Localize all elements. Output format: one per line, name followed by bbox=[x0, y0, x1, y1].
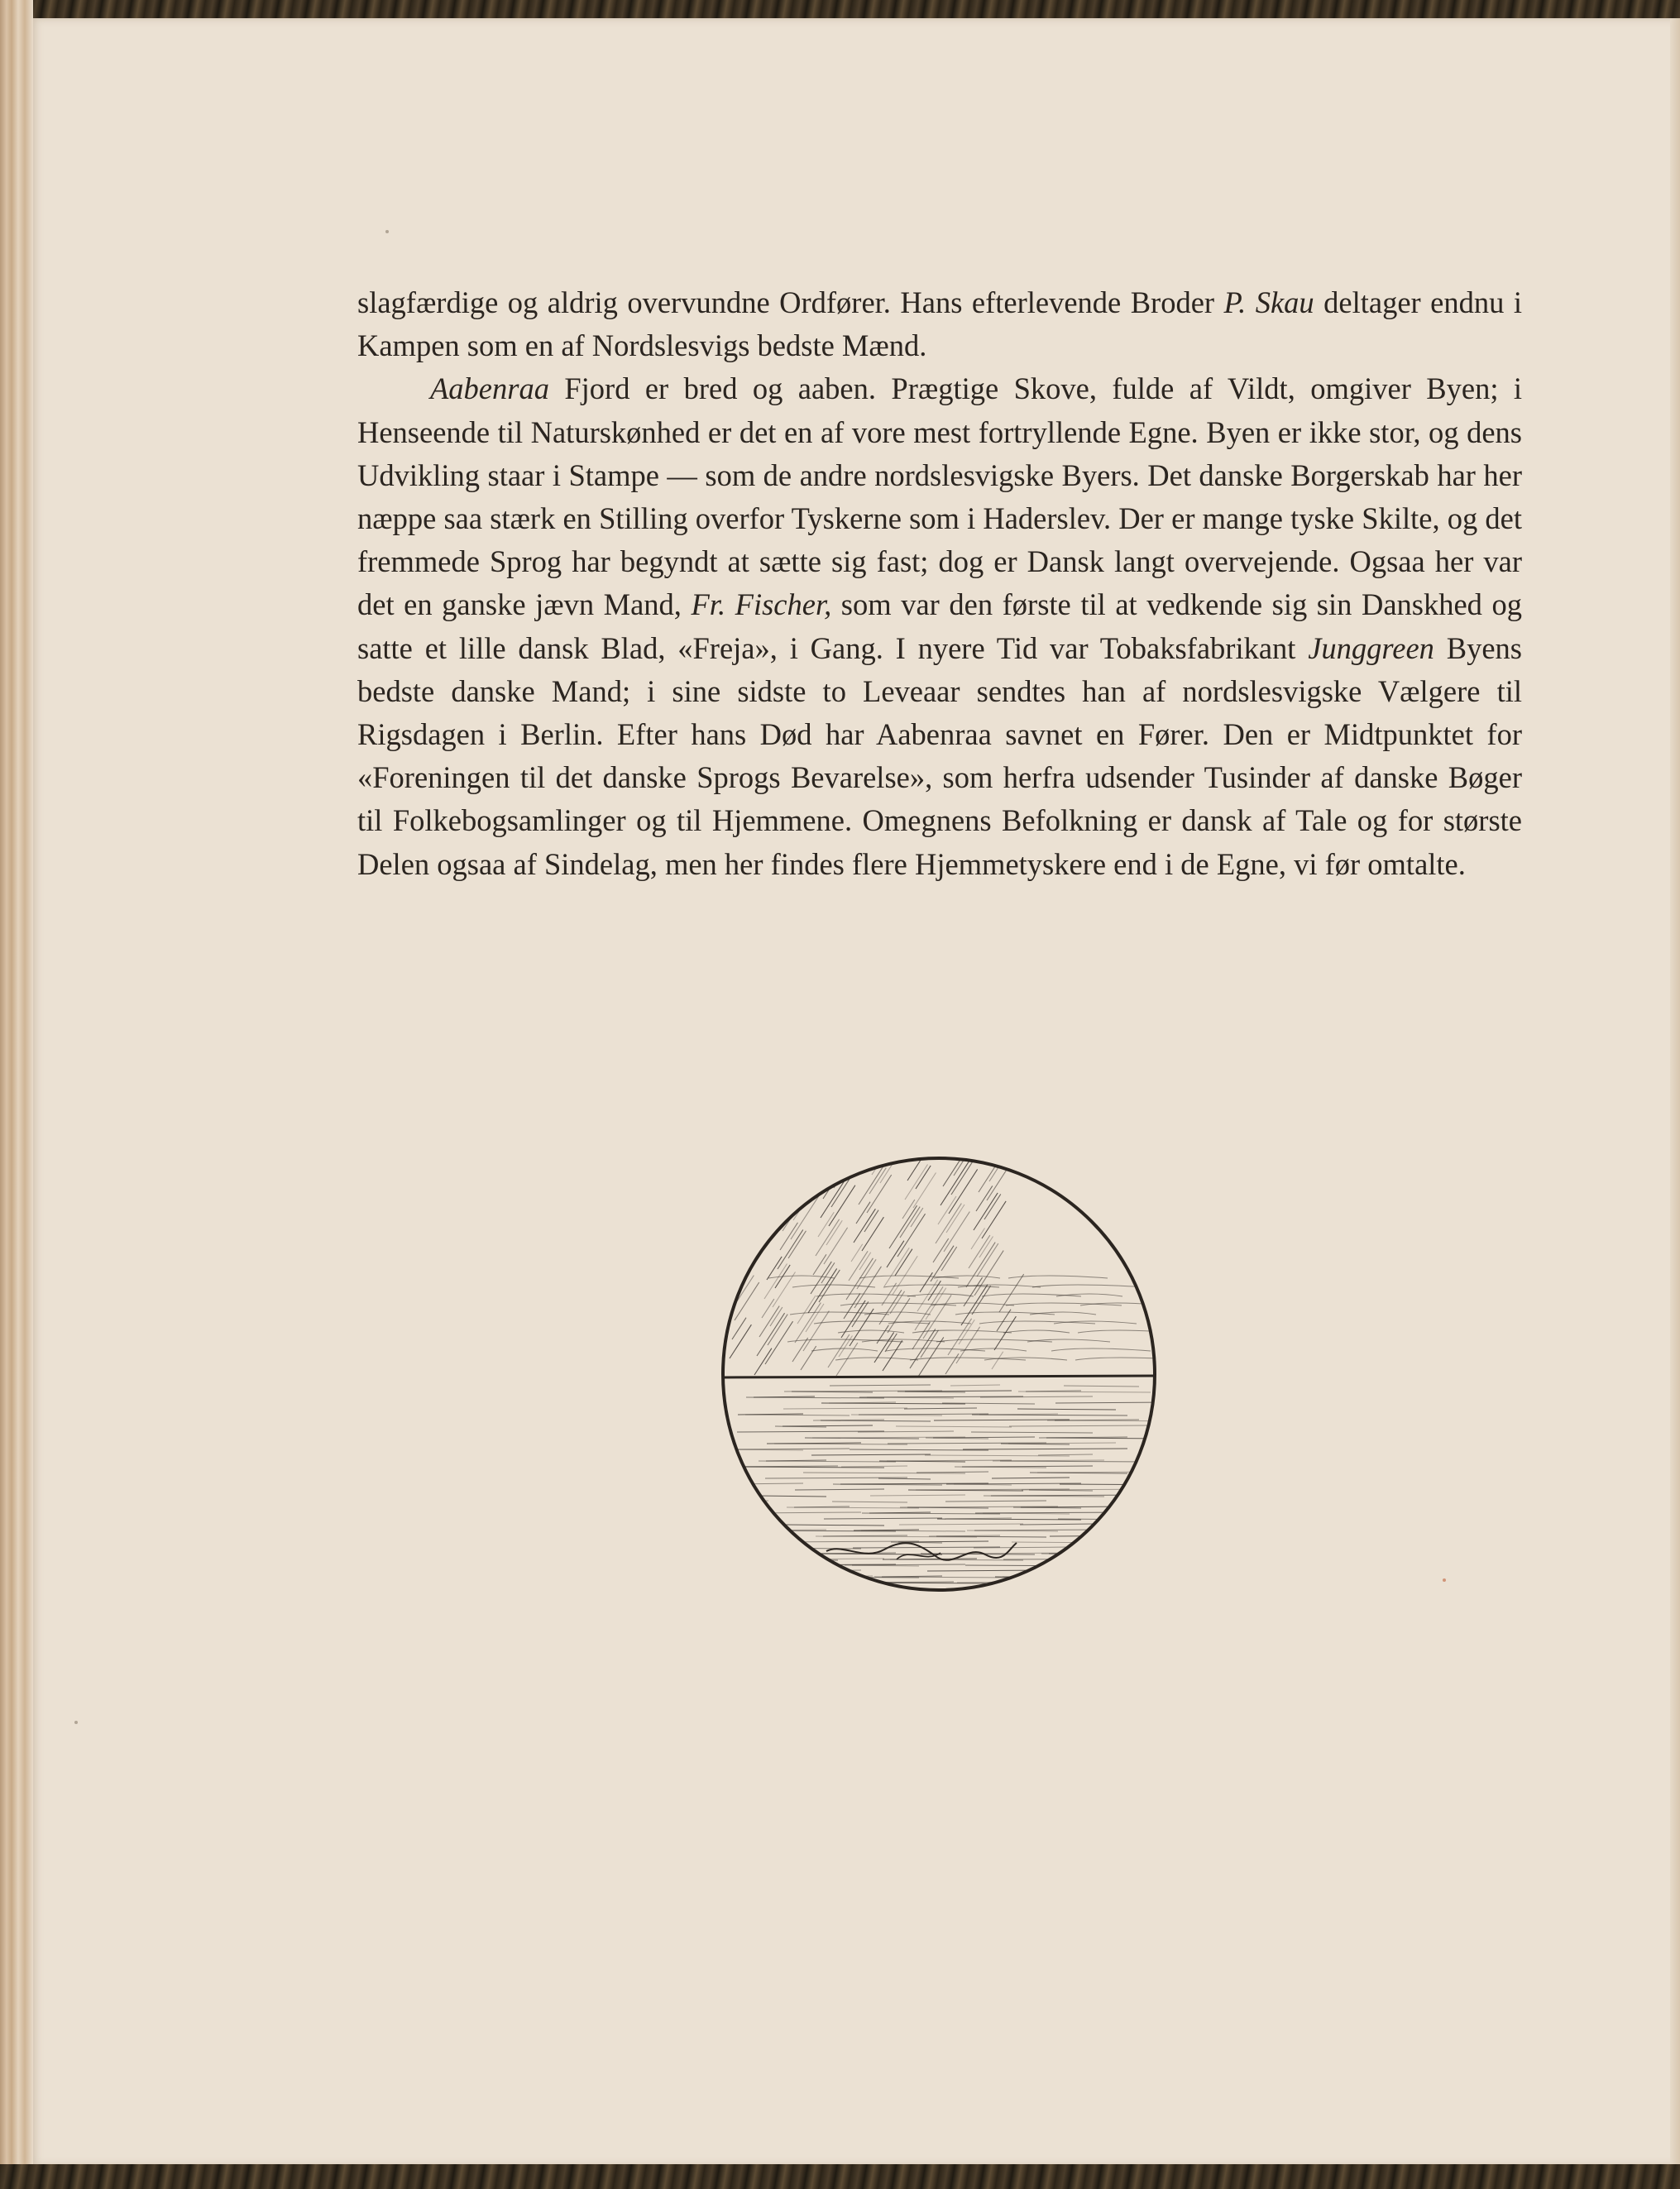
text-run: Byens bedste danske Mand; i sine sidste to Leveaar sendtes han af nordslesvigske Vælgere til Rigsdagen i Berlin. Efter hans Død har Aabenraa savnet en Fører. Den er Midtpunktet for «Foreningen til det danske Sprogs Bevarelse», som herfra udsender Tusinder af danske Bøger til Folkebogsamlinger og til Hjemmene. Omegnens Befolkning er dansk af Tale og for største Delen ogsaa af Sindelag, men her findes flere Hjemmetyskere end i de Egne, vi før omtalte. bbox=[357, 630, 1522, 881]
fjord-vignette-illustration bbox=[719, 1154, 1159, 1594]
vignette-scene bbox=[719, 1154, 1159, 1594]
book-page bbox=[30, 18, 1680, 2166]
paper-speck bbox=[385, 230, 389, 233]
italic-run: Aabenraa bbox=[430, 371, 549, 406]
bottom-binding-strip bbox=[0, 2164, 1680, 2189]
text-run: slagfærdige og aldrig overvundne Ordfører. Hans efterlevende Broder bbox=[357, 285, 1224, 319]
italic-run: Junggreen bbox=[1308, 630, 1434, 665]
paragraph-1 bbox=[357, 281, 1522, 367]
book-spine bbox=[0, 0, 33, 2189]
page-edge bbox=[1670, 18, 1680, 2166]
italic-run: Fr. Fischer, bbox=[691, 587, 832, 622]
text-run: som var den første til at vedkende sig sin Danskhed og satte et lille dansk Blad, «Freja», i Gang. I nyere Tid var Tobaksfabrikant bbox=[357, 587, 1522, 665]
body-text bbox=[357, 281, 1522, 886]
text-run: Fjord er bred og aaben. Prægtige Skove, fulde af Vildt, omgiver Byen; i Henseende til Naturskønhed er det en af vore mest fortryllende Egne. Byen er ikke stor, og dens Udvikling staar i Stampe — som de andre nordslesvigske Byers. Det danske Borgerskab har her næppe saa stærk en Stilling overfor Tyskerne som i Haderslev. Der er mange tyske Skilte, og det fremmede Sprog har begyndt at sætte sig fast; dog er Dansk langt overvejende. Ogsaa her var det en ganske jævn Mand, bbox=[357, 371, 1522, 622]
italic-run: P. Skau bbox=[1223, 285, 1314, 319]
horizon-line bbox=[719, 1376, 1159, 1377]
paragraph-2 bbox=[357, 367, 1522, 885]
paper-speck bbox=[74, 1721, 78, 1724]
paper-speck bbox=[1443, 1578, 1446, 1582]
text-run: deltager endnu i Kampen som en af Nordslesvigs bedste Mænd. bbox=[357, 285, 1522, 363]
